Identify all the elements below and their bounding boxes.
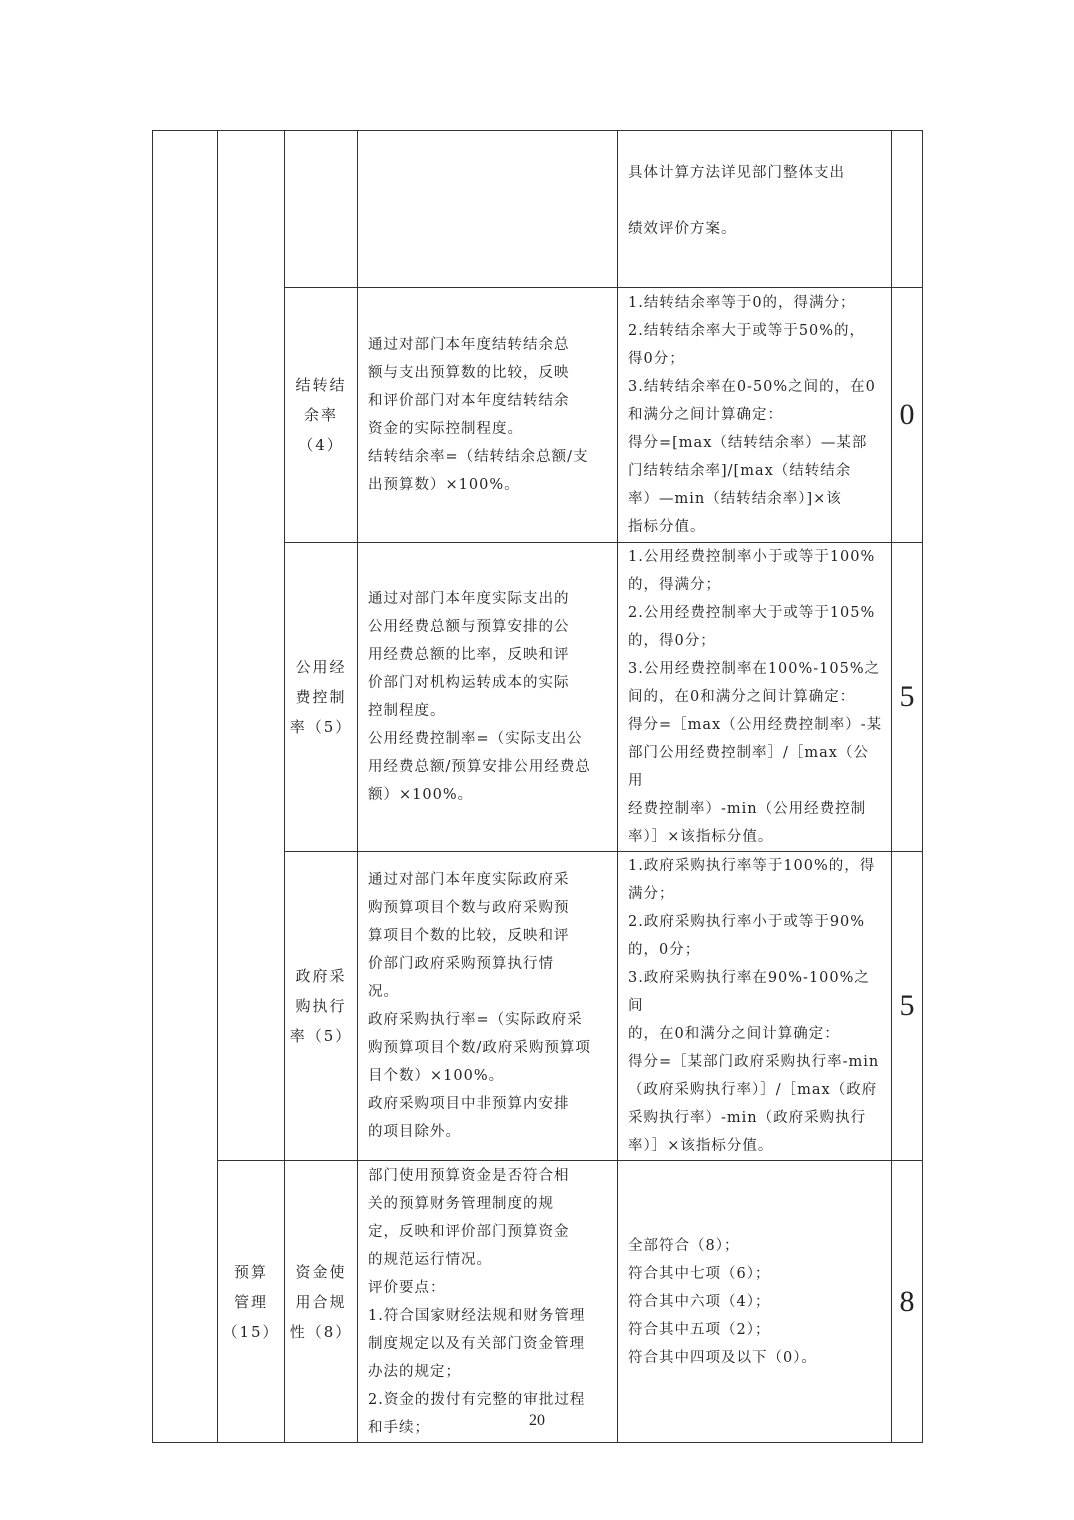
indicator-name-cell: 资金使 用合规 性（8） bbox=[285, 1161, 358, 1443]
indicator-name-cell: 结转结 余率 （4） bbox=[285, 288, 358, 543]
page-number: 20 bbox=[529, 1412, 545, 1429]
indicator-description-cell: 通过对部门本年度实际支出的 公用经费总额与预算安排的公 用经费总额的比率，反映和评 价部门对机构运转成本的实际 控制程度。 公用经费控制率=（实际支出公 用经费总额/预算安排公用经费总 额）×100%。 bbox=[358, 543, 618, 852]
scoring-criteria-cell: 全部符合（8）； 符合其中七项（6）； 符合其中六项（4）； 符合其中五项（2）； 符合其中四项及以下（0）。 bbox=[618, 1161, 892, 1443]
indicator-description-cell: 通过对部门本年度实际政府采 购预算项目个数与政府采购预 算项目个数的比较，反映和评 价部门政府采购预算执行情 况。 政府采购执行率=（实际政府采 购预算项目个数/政府采购预算项 目个数）×100%。 政府采购项目中非预算内安排 的项目除外。 bbox=[358, 852, 618, 1161]
outer-column bbox=[153, 131, 218, 1443]
scoring-criteria-cell: 1.公用经费控制率小于或等于100% 的，得满分； 2.公用经费控制率大于或等于105% 的，得0分； 3.公用经费控制率在100%-105%之 间的，在0和满分之间计算确定： 得分=［max（公用经费控制率）-某 部门公用经费控制率］/［max（公用 经费控制率）-min（公用经费控制 率）］×该指标分值。 bbox=[618, 543, 892, 852]
score-cell: 0 bbox=[892, 288, 923, 543]
indicator-description-cell bbox=[358, 131, 618, 288]
category-cell: 预算 管理 （15） bbox=[218, 1161, 285, 1443]
scoring-criteria-cell: 1.结转结余率等于0的，得满分； 2.结转结余率大于或等于50%的， 得0分； 3.结转结余率在0-50%之间的，在0 和满分之间计算确定： 得分=[max（结转结余率）—某部 门结转结余率]/[max（结转结余 率）—min（结转结余率）]×该 指标分值。 bbox=[618, 288, 892, 543]
score-cell bbox=[892, 131, 923, 288]
score-cell: 8 bbox=[892, 1161, 923, 1443]
indicator-name-cell: 政府采 购执行 率（5） bbox=[285, 852, 358, 1161]
indicator-name-cell bbox=[285, 131, 358, 288]
scoring-criteria-cell: 具体计算方法详见部门整体支出 绩效评价方案。 bbox=[618, 131, 892, 288]
category-cell-continued bbox=[218, 131, 285, 1161]
indicator-description-cell: 部门使用预算资金是否符合相 关的预算财务管理制度的规 定，反映和评价部门预算资金 的规范运行情况。 评价要点： 1.符合国家财经法规和财务管理 制度规定以及有关部门资金管理 办法的规定； 2.资金的拨付有完整的审批过程 和手续； bbox=[358, 1161, 618, 1443]
score-cell: 5 bbox=[892, 852, 923, 1161]
scoring-criteria-cell: 1.政府采购执行率等于100%的，得 满分； 2.政府采购执行率小于或等于90% 的，0分； 3.政府采购执行率在90%-100%之间 的，在0和满分之间计算确定： 得分=［某部门政府采购执行率-min （政府采购执行率）］/［max（政府 采购执行率）-min（政府采购执行 率）］×该指标分值。 bbox=[618, 852, 892, 1161]
table-row bbox=[153, 131, 923, 288]
indicator-description-cell: 通过对部门本年度结转结余总 额与支出预算数的比较，反映 和评价部门对本年度结转结余 资金的实际控制程度。 结转结余率=（结转结余总额/支 出预算数）×100%。 bbox=[358, 288, 618, 543]
indicator-name-cell: 公用经 费控制 率（5） bbox=[285, 543, 358, 852]
evaluation-table bbox=[152, 130, 923, 1443]
table-row bbox=[153, 1161, 923, 1443]
score-cell: 5 bbox=[892, 543, 923, 852]
